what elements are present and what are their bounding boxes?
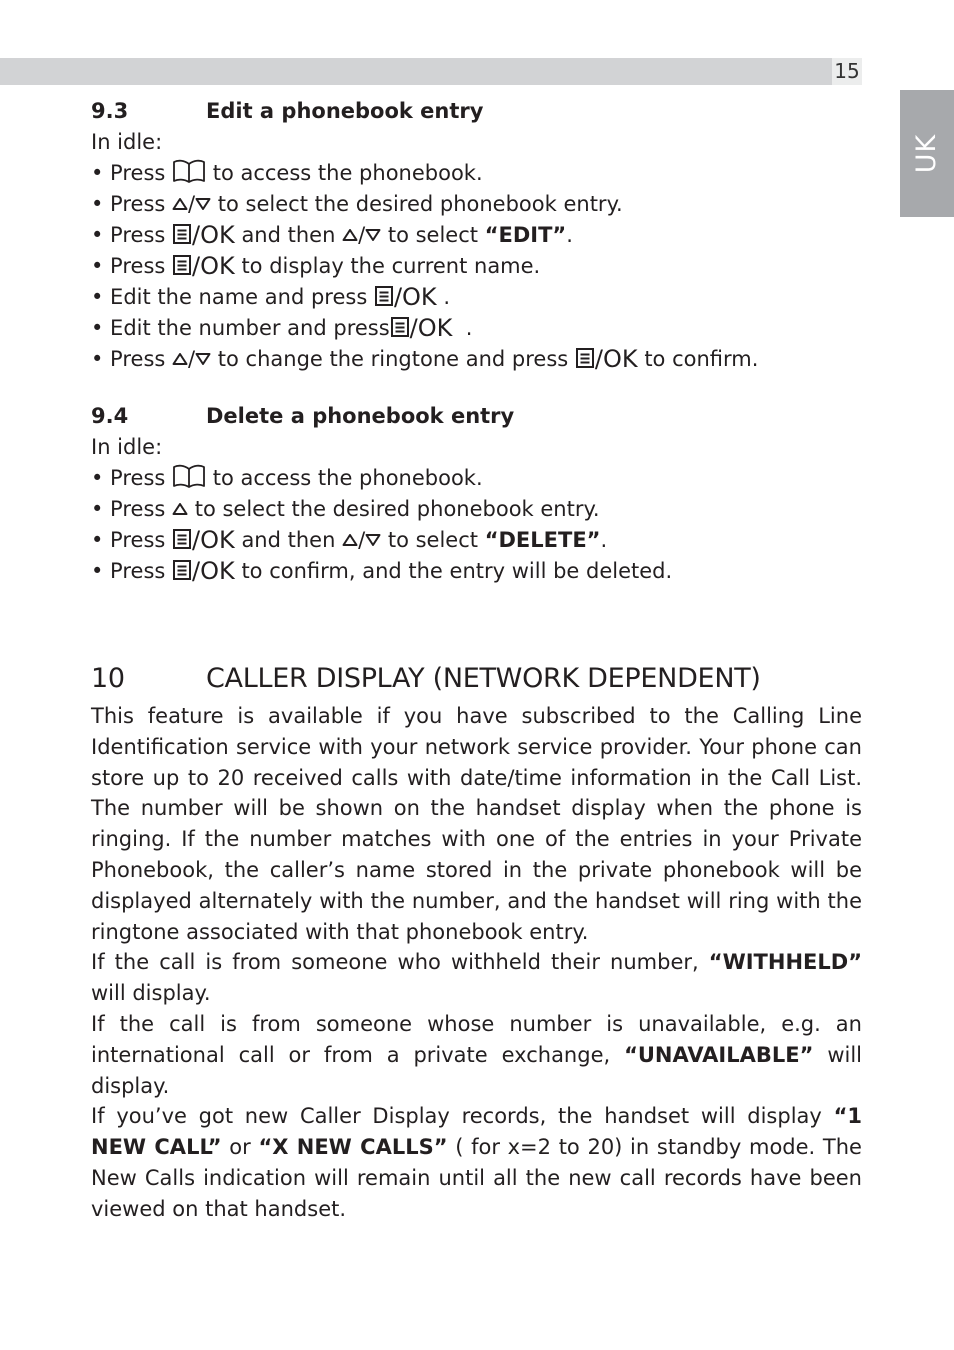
keyword-x-new-calls: “X NEW CALLS” — [258, 1135, 448, 1160]
separator: / — [188, 347, 196, 371]
keyword-delete: “DELETE” — [484, 528, 601, 552]
menu-list-icon — [390, 316, 410, 338]
menu-list-icon — [172, 223, 192, 245]
down-triangle-icon — [365, 228, 381, 242]
instruction-text: to display the current name. — [241, 254, 541, 278]
instruction-text: to select — [387, 528, 479, 552]
section-title: Edit a phonebook entry — [206, 99, 484, 123]
section-number: 9.3 — [91, 99, 129, 123]
down-triangle-icon — [195, 352, 211, 366]
instruction-line — [91, 313, 862, 344]
paragraph-text: If you’ve got new Caller Display records, the handset will display — [91, 1104, 822, 1129]
intro-text: In idle: — [91, 435, 163, 459]
up-triangle-icon — [172, 197, 188, 211]
paragraph-text: or — [229, 1135, 251, 1160]
instruction-text: • Press — [91, 223, 166, 247]
separator: / — [358, 223, 366, 247]
punctuation: . — [566, 223, 573, 247]
ok-key-label: /OK — [594, 345, 638, 373]
keyword-withheld: “WITHHELD” — [708, 950, 862, 975]
section-9-3-heading — [91, 96, 862, 127]
instruction-text: and then — [241, 223, 336, 247]
instruction-text: • Press — [91, 528, 166, 552]
punctuation: . — [600, 528, 608, 552]
instruction-text: to confirm. — [644, 347, 759, 371]
instruction-text: to select the desired phonebook entry. — [217, 192, 623, 216]
instruction-line — [91, 158, 862, 189]
instruction-text: • Press — [91, 161, 166, 185]
up-triangle-icon — [342, 228, 358, 242]
menu-list-icon — [374, 285, 394, 307]
header-bar — [0, 58, 832, 85]
up-triangle-icon — [172, 352, 188, 366]
instruction-line — [91, 189, 862, 220]
paragraph-text: will display. — [91, 1042, 862, 1098]
language-tab-label: UK — [911, 133, 943, 174]
intro-text: In idle: — [91, 130, 163, 154]
ok-key-label: /OK — [409, 314, 453, 342]
down-triangle-icon — [365, 533, 381, 547]
page-content — [91, 96, 862, 1225]
up-triangle-icon — [342, 533, 358, 547]
down-triangle-icon — [195, 197, 211, 211]
instruction-text: to select — [387, 223, 479, 247]
instruction-line — [91, 282, 862, 313]
paragraph — [91, 1101, 862, 1224]
instruction-text: and then — [241, 528, 336, 552]
instruction-text: • Press — [91, 466, 166, 490]
menu-list-icon — [172, 528, 192, 550]
instruction-line — [91, 251, 862, 282]
instruction-text: to change the ringtone and press — [217, 347, 569, 371]
chapter-number: 10 — [91, 663, 125, 694]
instruction-text: to access the phonebook. — [212, 466, 483, 490]
paragraph — [91, 947, 862, 1009]
paragraph-text: If the call is from someone who withheld their number, — [91, 950, 699, 975]
keyword-edit: “EDIT” — [484, 223, 567, 247]
book-icon — [172, 464, 206, 488]
paragraph-text: If the call is from someone whose number is unavailable, e.g. an international call or from a private exchange, — [91, 1011, 862, 1067]
instruction-text: • Edit the number and press — [91, 316, 390, 340]
instruction-text: to select the desired phonebook entry. — [194, 497, 600, 521]
paragraph: This feature is available if you have subscribed to the Calling Line Identification service with your network service provider. Your phone can store up to 20 received calls with date/time information in the Call List. The number will be shown on the handset display when the phone is ringing. If the number matches with one of the entries in your Private Phonebook, the caller’s name stored in the private phonebook will be displayed alternately with the number, and the handset will ring with the ringtone associated with that phonebook entry. — [91, 704, 862, 944]
separator: / — [358, 528, 366, 552]
paragraph-text: ( for x=2 to 20) in standby mode. The New Calls indication will remain until all the new call records have been viewed on that handset. — [91, 1135, 862, 1221]
keyword-unavailable: “UNAVAILABLE” — [624, 1042, 814, 1067]
instruction-line — [91, 463, 862, 494]
keyword-1-new-call: “1 NEW CALL” — [91, 1104, 862, 1160]
ok-key-label: /OK — [192, 526, 235, 554]
instruction-line — [91, 556, 862, 587]
punctuation: . — [443, 285, 451, 309]
instruction-text: • Edit the name and press — [91, 285, 368, 309]
instruction-text: • Press — [91, 347, 166, 371]
instruction-text: • Press — [91, 559, 166, 583]
ok-key-label: /OK — [393, 283, 437, 311]
ok-key-label: /OK — [192, 221, 235, 249]
separator: / — [188, 192, 196, 216]
punctuation: . — [465, 316, 473, 340]
instruction-line — [91, 220, 862, 251]
instruction-text: to confirm, and the entry will be deleted. — [241, 559, 673, 583]
menu-list-icon — [172, 254, 192, 276]
language-tab — [900, 90, 954, 217]
paragraph-text: will display. — [91, 981, 211, 1006]
instruction-text: • Press — [91, 254, 166, 278]
instruction-text: • Press — [91, 192, 166, 216]
menu-list-icon — [575, 347, 595, 369]
menu-list-icon — [172, 559, 192, 581]
instruction-line — [91, 494, 862, 525]
up-triangle-icon — [172, 502, 188, 516]
instruction-text: • Press — [91, 497, 166, 521]
paragraph — [91, 1009, 862, 1101]
instruction-text: to access the phonebook. — [212, 161, 483, 185]
chapter-10-heading — [91, 661, 862, 697]
page-number: 15 — [832, 58, 862, 85]
book-icon — [172, 159, 206, 183]
ok-key-label: /OK — [192, 252, 235, 280]
section-title: Delete a phonebook entry — [206, 404, 515, 428]
section-9-4-heading — [91, 401, 862, 432]
section-number: 9.4 — [91, 404, 129, 428]
instruction-line — [91, 525, 862, 556]
chapter-title: CALLER DISPLAY (NETWORK DEPENDENT) — [206, 663, 761, 694]
instruction-line — [91, 344, 862, 375]
ok-key-label: /OK — [192, 557, 235, 585]
